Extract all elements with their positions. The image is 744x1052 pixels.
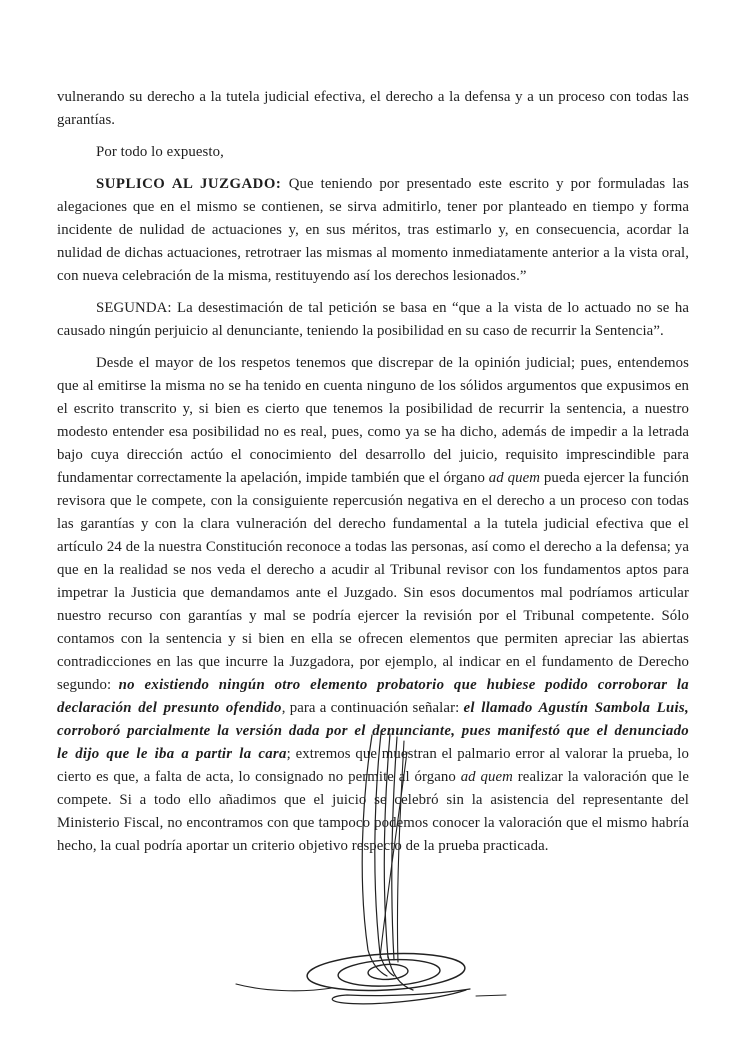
text-run: , para a continuación señalar: <box>281 700 464 716</box>
text-run: Que teniendo por presentado este escrito y por formuladas las alegaciones que en el mismo se contienen, se sirva admitirlo, tener por planteado en tiempo y forma incidente de nulidad de actuaciones y, en sus méritos, tras estimarlo y, en consecuencia, acordar la nulidad de dichas actuaciones, retrotraer las mismas al momento inmediatamente anterior a la vista oral, con nueva celebración de la misma, restituyendo así los derechos lesionados.” <box>57 176 689 284</box>
text-run: no existiendo ningún otro elemento probatorio que hubiese podido corroborar la declaración del presunto ofendido <box>57 677 690 716</box>
paragraph <box>57 86 689 132</box>
text-run: SUPLICO AL JUZGADO: <box>96 176 289 192</box>
paragraph <box>57 173 689 288</box>
text-run: ad quem <box>460 769 513 785</box>
paragraph <box>57 297 689 343</box>
text-run: ; extremos que muestran el palmario error al valorar la prueba, lo cierto es que, a falta de acta, lo consignado no permite al órgano <box>57 746 690 785</box>
text-run: pueda ejercer la función revisora que le compete, con la consiguiente repercusión negativa en el derecho a un proceso con todas las garantías y con la clara vulneración del derecho fundamental a la tutela judicial efectiva que el artículo 24 de la nuestra Constitución reconoce a todas las personas, así como el derecho a la defensa; ya que en la realidad se nos veda el derecho a acudir al Tribunal revisor con los fundamentos aptos para impetrar la Justicia que demandamos ante el Juzgado. Sin esos documentos mal podríamos articular nuestro recurso con garantías y mal se podría ejercer la revisión por el Tribunal competente. Sólo contamos con la sentencia y si bien en ella se ofrecen elementos que permiten apreciar las abiertas contradicciones en las que incurre la Juzgadora, por ejemplo, al indicar en el fundamento de Derecho segundo: <box>57 470 689 693</box>
text-run: SEGUNDA: La desestimación de tal petición se basa en “que a la vista de lo actuado no se ha causado ningún perjuicio al denunciante, teniendo la posibilidad en su caso de recurrir la Sentencia”. <box>57 300 689 339</box>
text-run: ad quem <box>488 470 541 486</box>
text-run: el llamado Agustín Sambola Luis, corroboró parcialmente la versión dada por el denunciante, pues manifestó que el denunciado le dijo que le iba a partir la cara <box>57 700 689 762</box>
paragraph <box>57 352 689 858</box>
document-body <box>57 86 689 867</box>
text-run: realizar la valoración que le compete. Si a todo ello añadimos que el juicio se celebró sin la asistencia del representante del Ministerio Fiscal, no encontramos con que tampoco podemos conocer la valoración que el mismo habría hecho, la cual podría aportar un criterio objetivo respecto de la prueba practicada. <box>57 769 690 854</box>
text-run: Por todo lo expuesto, <box>96 144 224 160</box>
text-run: vulnerando su derecho a la tutela judicial efectiva, el derecho a la defensa y a un proceso con todas las garantías. <box>57 89 689 128</box>
text-run: Desde el mayor de los respetos tenemos que discrepar de la opinión judicial; pues, entendemos que al emitirse la misma no se ha tenido en cuenta ninguno de los sólidos argumentos que expusimos en el escrito transcrito y, si bien es cierto que tenemos la posibilidad de recurrir la sentencia, a nuestro modesto entender esa posibilidad no es real, pues, como ya se ha dicho, además de impedir a la letrada bajo cuya dirección actúo el conocimiento del desarrollo del juicio, requisito imprescindible para fundamentar correctamente la apelación, impide también que el órgano <box>57 355 689 486</box>
paragraph <box>57 141 689 164</box>
